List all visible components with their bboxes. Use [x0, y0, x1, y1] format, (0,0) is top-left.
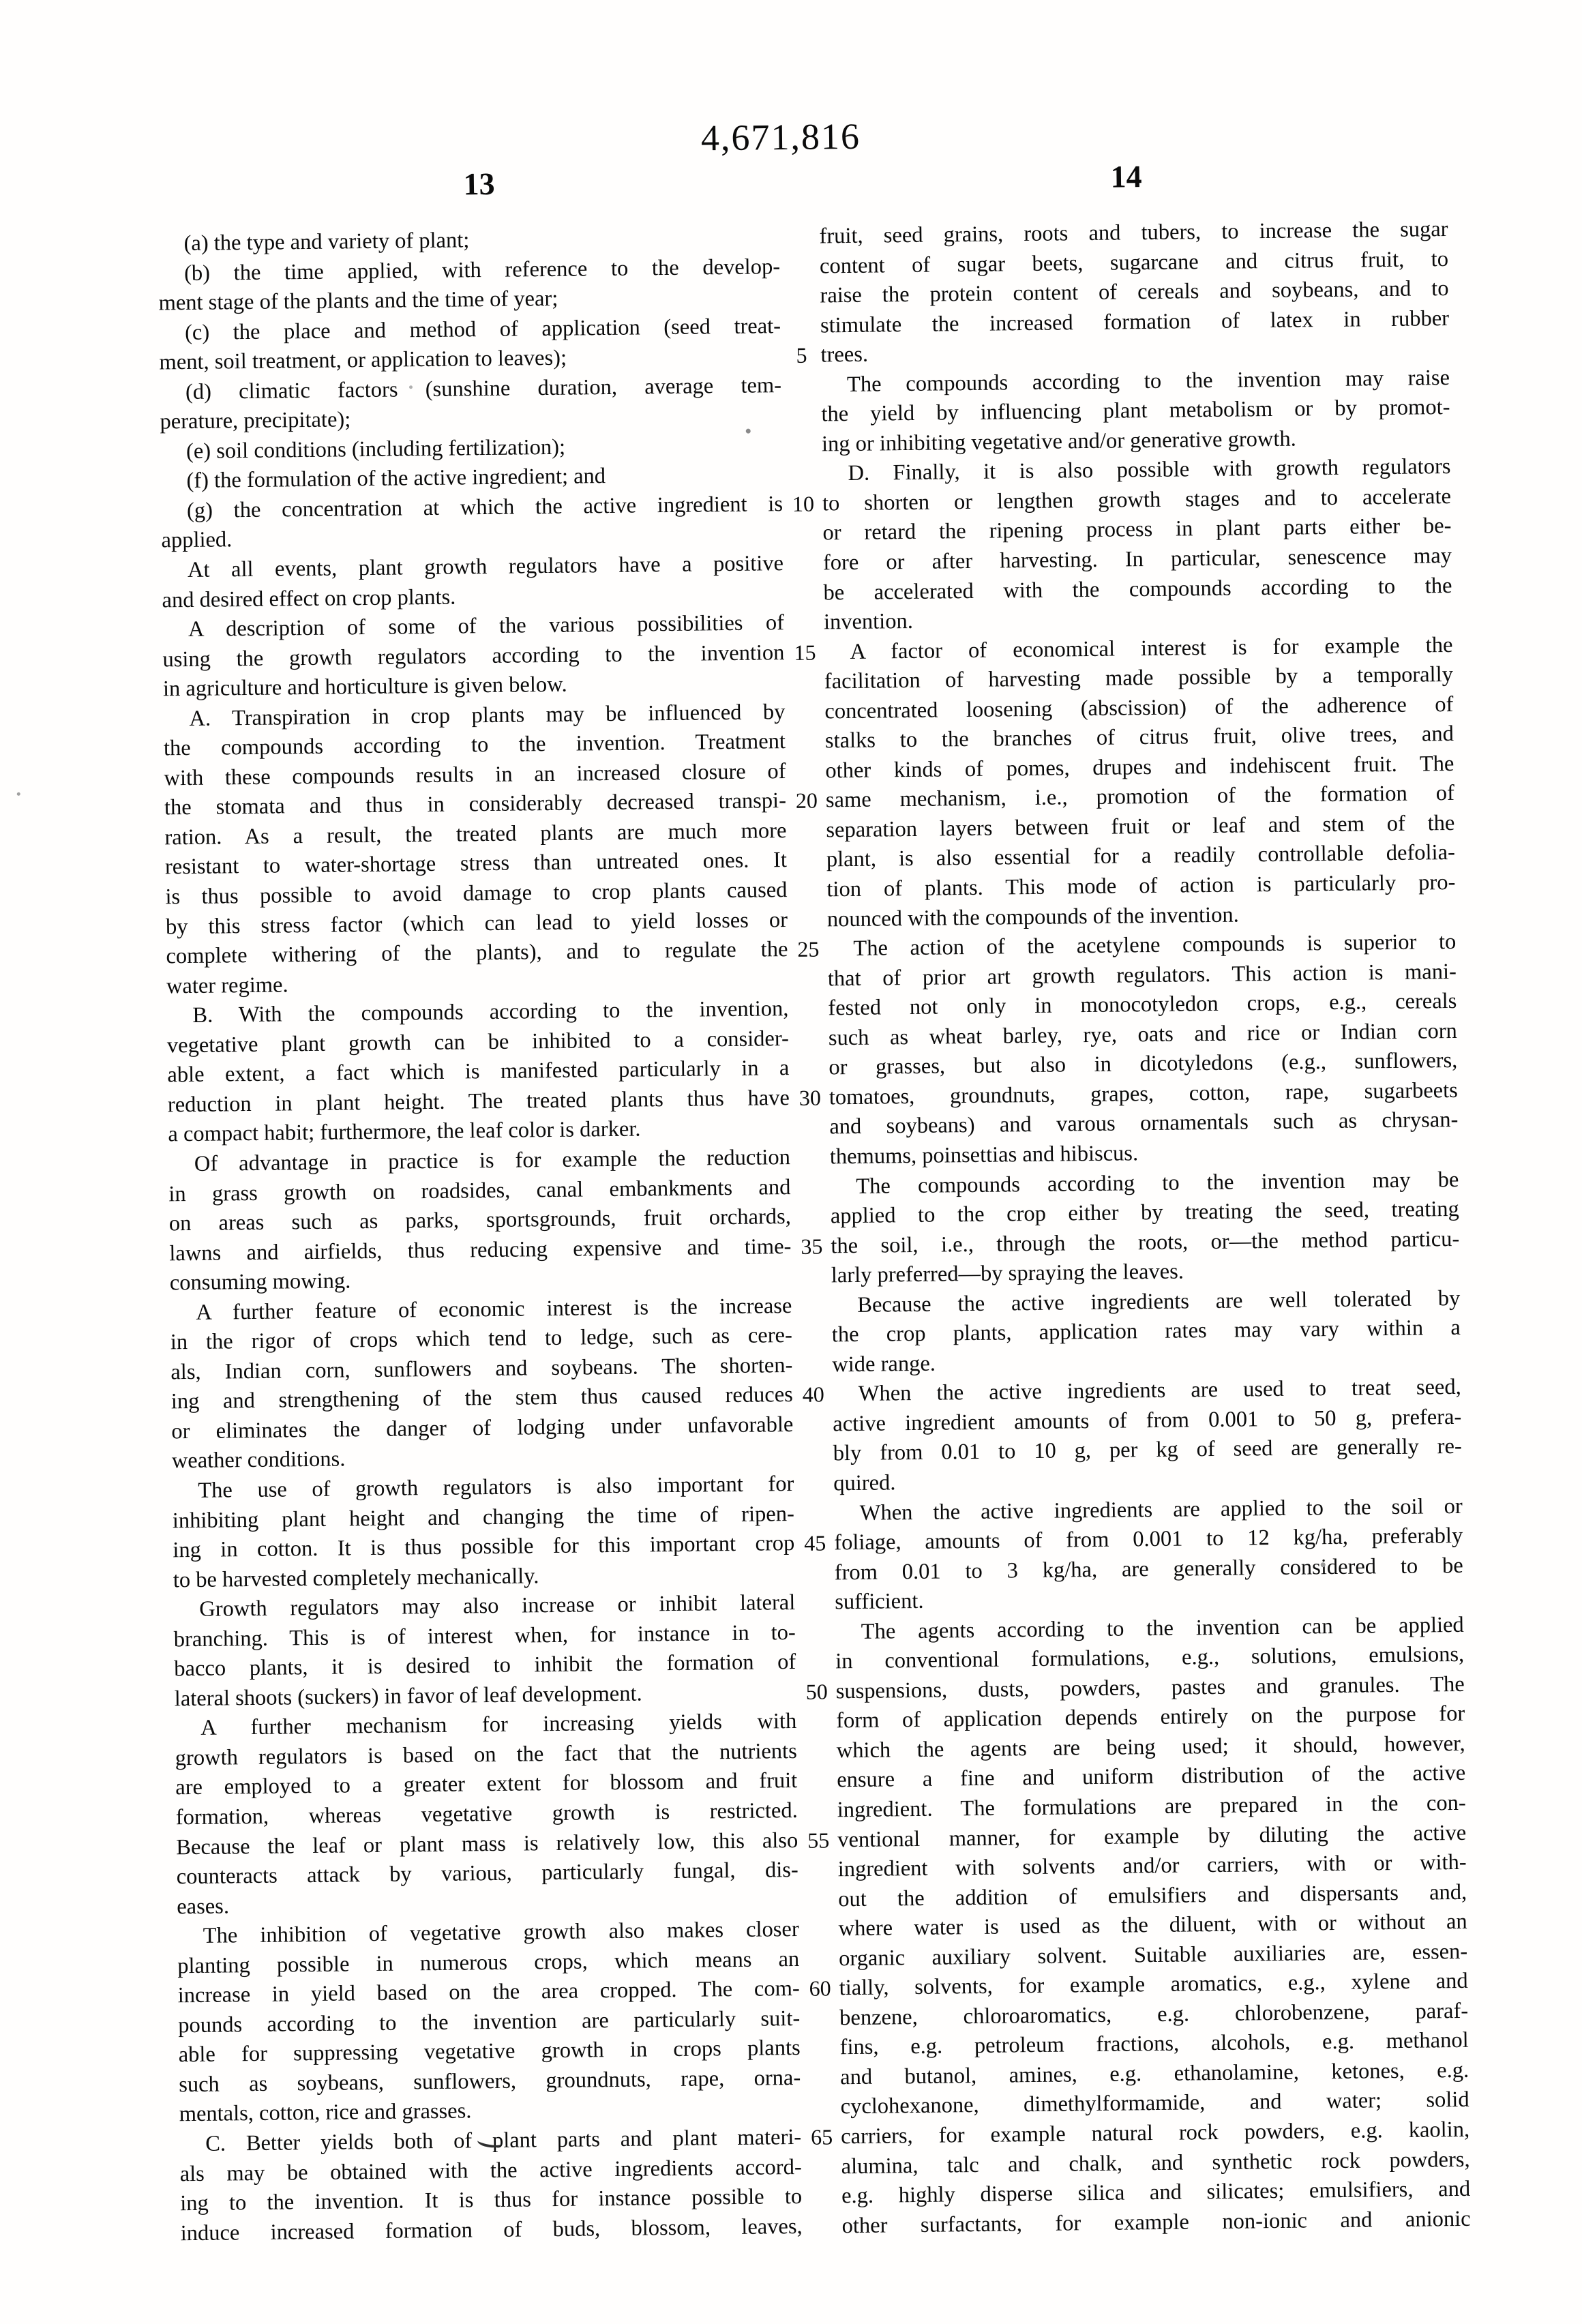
text-line: nounced with the compounds of the invention.: [826, 902, 1239, 932]
text-line: pounds according to the invention are particularly suit-: [178, 2006, 801, 2038]
text-line: ingredient. The formulations are prepared in the con-: [837, 1790, 1466, 1823]
text-line: ration. As a result, the treated plants are much more: [164, 818, 787, 850]
text-line: ing to the invention. It is thus for instance possible to: [179, 2184, 803, 2216]
text-line: The action of the acetylene compounds is superior to: [853, 929, 1457, 962]
text-line: A. Transpiration in crop plants may be influenced by: [189, 699, 786, 731]
gutter-line-number: 50: [805, 1679, 828, 1704]
text-line: (a) the type and variety of plant;: [183, 228, 470, 256]
text-line: The use of growth regulators is also important for: [198, 1471, 794, 1503]
text-line: C. Better yields both of plant parts and plant materi-: [205, 2124, 802, 2156]
text-line: suspensions, dusts, powders, pastes and granules. The: [835, 1671, 1465, 1704]
page-number-left-column: 13: [463, 166, 495, 202]
text-line: counteracts attack by various, particularly fungal, dis-: [176, 1858, 799, 1890]
text-line: B. With the compounds according to the invention,: [192, 996, 789, 1028]
text-line: fins, e.g. petroleum fractions, alcohols, e.g. methanol: [839, 2028, 1469, 2060]
text-line: carriers, for example natural rock powders, e.g. kaolin,: [840, 2117, 1470, 2149]
text-line: complete withering of the plants), and to regulate the: [166, 937, 788, 969]
text-line: resistant to water-shortage stress than untreated ones. It: [164, 848, 788, 880]
gutter-line-number: 15: [794, 640, 816, 665]
text-line: the crop plants, application rates may vary within a: [831, 1315, 1461, 1347]
text-line: (d) climatic factors (sunshine duration, average tem-: [185, 372, 782, 404]
text-line: ing or inhibiting vegetative and/or generative growth.: [821, 426, 1297, 457]
text-line: and butanol, amines, e.g. ethanolamine, ketones, e.g.: [839, 2057, 1469, 2090]
gutter-line-number: 30: [799, 1085, 822, 1110]
text-line: out the addition of emulsifiers and dispersants and,: [837, 1879, 1467, 1911]
gutter-line-number: 55: [807, 1828, 830, 1853]
text-line: growth regulators is based on the fact that the nutrients: [175, 1738, 797, 1771]
text-line: mentals, cotton, rice and grasses.: [179, 2098, 472, 2127]
text-line: with these compounds results in an increased closure of: [164, 758, 786, 791]
text-line: water regime.: [166, 972, 288, 999]
text-line: facilitation of harvesting made possible by a temporally: [824, 662, 1454, 694]
text-line: stalks to the branches of citrus fruit, olive trees, and: [824, 721, 1454, 754]
gutter-line-number: 20: [795, 788, 818, 814]
text-line: tially, solvents, for example aromatics, e.g., xylene and: [839, 1969, 1468, 2001]
text-line: the compounds according to the invention. Treatment: [163, 729, 786, 761]
text-line: Because the active ingredients are well tolerated by: [857, 1285, 1461, 1317]
text-line: invention.: [823, 609, 914, 635]
text-line: organic auxiliary solvent. Suitable auxiliaries are, essen-: [838, 1939, 1468, 1971]
text-line: in conventional formulations, e.g., solutions, emulsions,: [835, 1642, 1465, 1674]
text-line: When the active ingredients are applied to the soil or: [859, 1493, 1463, 1525]
text-line: fore or after harvesting. In particular, senescence may: [822, 543, 1452, 576]
text-line: tomatoes, groundnuts, grapes, cotton, rape, sugarbeets: [829, 1077, 1459, 1110]
text-line: inhibiting plant height and changing the time of ripen-: [172, 1501, 794, 1533]
text-line: ment stage of the plants and the time of year;: [158, 286, 558, 316]
text-line: increase in yield based on the area cropped. The com-: [177, 1976, 800, 2008]
text-line: cyclohexanone, dimethylformamide, and water; solid: [840, 2087, 1469, 2119]
text-line: benzene, chloroaromatics, e.g. chlorobenzene, paraf-: [839, 1998, 1469, 2031]
text-line: same mechanism, i.e., promotion of the formation of: [825, 781, 1455, 813]
text-line: that of prior art growth regulators. This action is mani-: [827, 959, 1457, 992]
left-text-column: [158, 222, 803, 2248]
text-line: A description of some of the various possibilities of: [188, 610, 785, 642]
text-line: vegetative plant growth can be inhibited to a consider-: [166, 1026, 790, 1058]
text-line: fested not only in monocotyledon crops, e.g., cereals: [828, 989, 1457, 1021]
text-line: lateral shoots (suckers) in favor of leaf development.: [174, 1681, 642, 1712]
text-line: (e) soil conditions (including fertilization);: [185, 434, 566, 464]
text-line: A further mechanism for increasing yields with: [200, 1709, 797, 1741]
text-line: (b) the time applied, with reference to the develop-: [183, 254, 781, 286]
text-line: quired.: [833, 1470, 896, 1496]
text-line: D. Finally, it is also possible with growth regulators: [848, 454, 1451, 486]
text-line: themums, poinsettias and hibiscus.: [829, 1141, 1139, 1170]
text-line: applied to the crop either by treating the seed, treating: [830, 1196, 1459, 1229]
text-line: A further feature of economic interest is the increase: [196, 1293, 792, 1325]
text-line: or grasses, but also in dicotyledons (e.g., sunflowers,: [829, 1048, 1458, 1080]
text-line: When the active ingredients are used to treat seed,: [858, 1375, 1461, 1407]
text-line: tion of plants. This mode of action is particularly pro-: [826, 869, 1456, 902]
text-line: reduction in plant height. The treated plants thus have: [167, 1085, 790, 1118]
text-line: are employed to a greater extent for blossom and fruit: [175, 1768, 798, 1800]
text-line: or eliminates the danger of lodging under unfavorable: [171, 1412, 794, 1444]
text-line: to shorten or lengthen growth stages and to accelerate: [822, 483, 1452, 516]
text-line: perature, precipitate);: [160, 407, 351, 434]
text-line: plant, is also essential for a readily controllable defolia-: [826, 840, 1456, 872]
text-line: The agents according to the invention can be applied: [861, 1612, 1464, 1644]
text-line: A factor of economical interest is for example the: [850, 632, 1453, 664]
text-line: formation, whereas vegetative growth is restricted.: [175, 1798, 798, 1830]
text-line: raise the protein content of cereals and soybeans, and to: [820, 276, 1449, 308]
text-line: The compounds according to the invention may raise: [846, 365, 1450, 397]
text-line: trees.: [820, 342, 869, 368]
text-line: larly preferred—by spraying the leaves.: [831, 1259, 1184, 1288]
text-line: from 0.01 to 3 kg/ha, are generally considered to be: [834, 1553, 1463, 1585]
gutter-line-number: 40: [802, 1382, 825, 1407]
text-line: branching. This is of interest when, for instance in to-: [173, 1620, 796, 1652]
text-line: applied.: [161, 527, 233, 553]
text-line: able for suppressing vegetative growth in crops plants: [178, 2036, 801, 2068]
text-line: The inhibition of vegetative growth also makes closer: [203, 1917, 799, 1949]
gutter-line-number: 25: [797, 936, 820, 962]
text-line: (f) the formulation of the active ingredient; and: [186, 464, 606, 494]
text-line: such as wheat barley, rye, oats and rice or Indian corn: [828, 1018, 1458, 1051]
text-line: such as soybeans, sunflowers, groundnuts, rape, orna-: [179, 2065, 801, 2098]
text-line: in agriculture and horticulture is given below.: [162, 672, 567, 702]
text-line: Of advantage in practice is for example the reduction: [194, 1144, 791, 1176]
text-line: als, Indian corn, sunflowers and soybeans. The shorten-: [170, 1352, 793, 1385]
text-line: At all events, plant growth regulators have a positive: [187, 551, 784, 583]
text-line: by this stress factor (which can lead to yield losses or: [165, 907, 788, 939]
text-line: (c) the place and method of application (seed treat-: [184, 313, 781, 345]
text-line: weather conditions.: [171, 1446, 346, 1474]
text-line: which the agents are being used; it should, however,: [836, 1731, 1465, 1763]
gutter-line-number: 60: [809, 1976, 831, 2001]
text-line: ment, soil treatment, or application to leaves);: [159, 345, 567, 375]
gutter-line-number: 35: [801, 1234, 823, 1259]
text-line: eases.: [177, 1894, 230, 1919]
text-line: consuming mowing.: [169, 1268, 351, 1296]
text-line: ingredient with solvents and/or carriers, with or with-: [837, 1849, 1467, 1882]
text-line: bly from 0.01 to 10 g, per kg of seed are generally re-: [833, 1434, 1462, 1466]
text-line: alumina, talc and chalk, and synthetic rock powders,: [841, 2147, 1470, 2179]
text-line: bacco plants, it is desired to inhibit the formation of: [174, 1650, 796, 1682]
page-number-right-column: 14: [1110, 159, 1142, 194]
text-line: is thus possible to avoid damage to crop plants caused: [165, 878, 788, 910]
text-line: fruit, seed grains, roots and tubers, to increase the sugar: [819, 216, 1448, 249]
text-line: a compact habit; furthermore, the leaf color is darker.: [168, 1116, 641, 1147]
text-line: in the rigor of crops which tend to ledge, such as cere-: [170, 1323, 793, 1355]
right-text-column: [819, 215, 1471, 2241]
text-line: able extent, a fact which is manifested particularly in a: [167, 1056, 790, 1088]
gutter-line-number: 10: [792, 491, 815, 516]
text-line: Growth regulators may also increase or inhibit lateral: [199, 1590, 796, 1622]
text-line: als may be obtained with the active ingredients accord-: [179, 2154, 802, 2186]
text-line: foliage, amounts of from 0.001 to 12 kg/ha, preferably: [834, 1523, 1463, 1555]
text-line: other kinds of pomes, drupes and indehiscent fruit. The: [825, 751, 1454, 784]
text-line: wide range.: [832, 1351, 936, 1377]
text-line: lawns and airfields, thus reducing expensive and time-: [169, 1234, 792, 1266]
text-line: stimulate the increased formation of latex in rubber: [820, 306, 1450, 338]
text-line: sufficient.: [835, 1589, 924, 1615]
text-line: ing and strengthening of the stem thus caused reduces: [170, 1382, 794, 1414]
text-line: ensure a fine and uniform distribution of the active: [837, 1761, 1466, 1793]
text-line: Because the leaf or plant mass is relatively low, this also: [176, 1828, 799, 1860]
text-line: be accelerated with the compounds according to the: [823, 573, 1452, 605]
text-line: separation layers between fruit or leaf and stem of the: [826, 810, 1455, 843]
text-line: the soil, i.e., through the roots, or—the method particu-: [831, 1226, 1460, 1258]
text-line: in grass growth on roadsides, canal embankments and: [168, 1174, 791, 1206]
text-line: concentrated loosening (abscission) of the adherence of: [824, 691, 1454, 724]
text-line: (g) the concentration at which the active ingredient is: [186, 492, 783, 523]
text-line: or retard the ripening process in plant parts either be-: [822, 513, 1452, 546]
text-line: other surfactants, for example non-ionic and anionic: [841, 2206, 1471, 2238]
text-line: and desired effect on crop plants.: [162, 584, 456, 612]
text-line: e.g. highly disperse silica and silicates; emulsifiers, and: [841, 2176, 1471, 2209]
text-line: ventional manner, for example by diluting the active: [837, 1820, 1467, 1852]
text-line: to be harvested completely mechanically.: [173, 1563, 539, 1592]
text-line: the stomata and thus in considerably decreased transpi-: [164, 788, 787, 820]
text-line: and soybeans) and varous ornamentals such as chrysan-: [829, 1107, 1459, 1139]
text-line: using the growth regulators according to the invention: [162, 640, 785, 672]
patent-number: 4,671,816: [700, 115, 861, 159]
text-line: The compounds according to the invention may be: [856, 1167, 1459, 1199]
gutter-line-number: 45: [804, 1530, 826, 1556]
text-line: induce increased formation of buds, blossom, leaves,: [180, 2214, 803, 2246]
text-line: form of application depends entirely on the purpose for: [836, 1701, 1465, 1733]
text-line: where water is used as the diluent, with or without an: [838, 1909, 1467, 1941]
text-line: content of sugar beets, sugarcane and citrus fruit, to: [819, 246, 1449, 278]
text-line: ing in cotton. It is thus possible for this important crop: [173, 1531, 795, 1563]
text-line: on areas such as parks, sportsgrounds, fruit orchards,: [168, 1204, 792, 1236]
text-line: planting possible in numerous crops, which means an: [177, 1946, 800, 1979]
gutter-line-number: 5: [796, 342, 807, 368]
gutter-line-number: 65: [810, 2124, 833, 2149]
text-line: the yield by influencing plant metabolism or by promot-: [821, 395, 1450, 427]
text-line: active ingredient amounts of from 0.001 to 50 g, prefera-: [833, 1404, 1462, 1437]
